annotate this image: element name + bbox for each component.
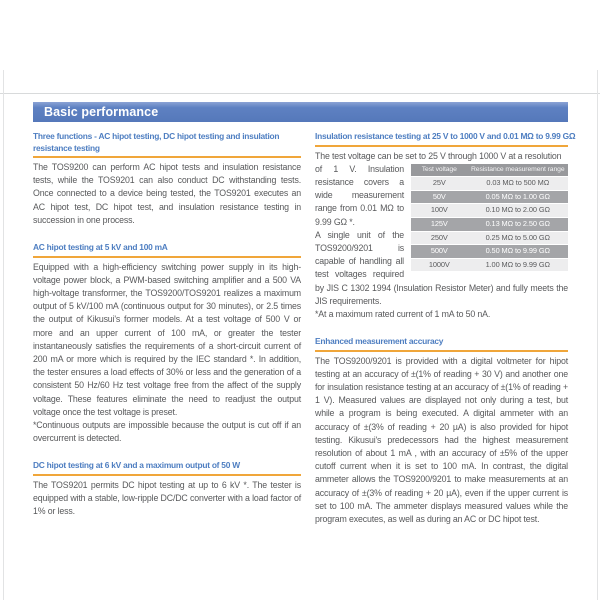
section-three-functions (33, 131, 301, 227)
table-row (411, 204, 568, 218)
column-header-test-voltage: Test voltage (411, 164, 468, 177)
footnote-paragraph: *At a maximum rated current of 1 mA to 50 nA. (315, 308, 491, 319)
table-header-row (411, 164, 568, 177)
section-insulation-resistance (315, 131, 576, 321)
section-heading: DC hipot testing at 6 kV and a maximum output of 50 W (33, 460, 301, 476)
cell-resistance-range: 0.03 MΩ to 500 MΩ (468, 177, 568, 191)
table-row (411, 245, 568, 259)
resistance-range-table (411, 164, 568, 273)
paragraph-intro-line: The test voltage can be set to 25 V through 1000 V at a resolution (315, 150, 562, 161)
table-row (411, 258, 568, 272)
cell-test-voltage: 100V (411, 204, 468, 218)
table-row (411, 231, 568, 245)
paragraph: The TOS9200/9201 is provided with a digital voltmeter for hipot testing at an accuracy of ±(1% of reading + 30 V) and another one for insulation resistance testing at an accuracy of ±(1% of reading + 1 V). Measured values are displayed not only during a test, but while a program is being executed. A digital ammeter with an accuracy of ±(3% of reading + 20 µA) is also provided for hipot testing. Kikusui's predecessors had the highest measurement resolution of about 1 mA , with an accuracy of ±5% of the upper cutoff current when it is set to 100 mA. In contrast, the digital ammeter allows the TOS9200/9201 to make measurements at an accuracy of ±(3% of reading + 20 µA), even if the upper current is set to 100 mA. The ammeter displays measured values while the program executes, as well as during an AC or DC hipot test. (315, 355, 568, 525)
section-heading: Enhanced measurement accuracy (315, 336, 568, 352)
cell-test-voltage: 50V (411, 190, 468, 204)
cell-test-voltage: 125V (411, 218, 468, 232)
column-header-resistance-range: Resistance measurement range (468, 164, 568, 177)
paragraph: The TOS9200 can perform AC hipot tests and insulation resistance tests, while the TOS9201 can also conduct DC withstanding tests. Once connected to a device being tested, the TOS9201 executes an AC hipot test, DC hipot test, and insulation resistance testing in succession in one process. (33, 162, 301, 225)
cell-test-voltage: 25V (411, 177, 468, 191)
right-column (315, 131, 576, 539)
section-banner-title: Basic performance (33, 102, 568, 122)
paragraph: The TOS9201 permits DC hipot testing at up to 6 kV *. The tester is equipped with a stable, low-ripple DC/DC converter with a load factor of 1% or less. (33, 479, 301, 517)
section-ac-hipot (33, 242, 301, 445)
cell-test-voltage: 250V (411, 231, 468, 245)
cell-resistance-range: 0.10 MΩ to 2.00 GΩ (468, 204, 568, 218)
page-edge-left-line (3, 70, 4, 600)
paragraph: Equipped with a high-efficiency switching power supply in its high-voltage power block, a PWM-based switching amplifier and a 500 VA high-voltage transformer, the TOS9200/TOS9201 realizes a maximum output of 5 kV/100 mA (continuous output for 30 minutes), or 2.5 times the output of Kikusui's former models. At a test voltage of 500 V or more and an upper current of 100 mA, or greater the tester instantaneously satisfies the requirements of a short-circuit current of 200 mA or more which is required by the IEC standard *. In addition, the tester ensures a load effects of 30% or less and the generation of a consistent 50 Hz/60 Hz test voltage free from the affect of the supply voltage. These features eliminate the need to readjust the output voltage once the test voltage is preset. (33, 261, 301, 417)
cell-resistance-range: 0.25 MΩ to 5.00 GΩ (468, 231, 568, 245)
cell-resistance-range: 0.13 MΩ to 2.50 GΩ (468, 218, 568, 232)
cell-resistance-range: 1.00 MΩ to 9.99 GΩ (468, 258, 568, 272)
cell-resistance-range: 0.05 MΩ to 1.00 GΩ (468, 190, 568, 204)
section-heading: AC hipot testing at 5 kV and 100 mA (33, 242, 301, 258)
cell-test-voltage: 1000V (411, 258, 468, 272)
section-dc-hipot (33, 460, 301, 518)
page-edge-right-line (597, 70, 598, 600)
left-column (33, 131, 301, 539)
two-column-layout (33, 131, 576, 539)
section-heading: Insulation resistance testing at 25 V to 1000 V and 0.01 MΩ to 9.99 GΩ (315, 131, 568, 147)
page-edge-top-line (0, 93, 600, 94)
cell-resistance-range: 0.50 MΩ to 9.99 GΩ (468, 245, 568, 259)
paragraph-beside-table: A single unit of the TOS9200/9201 is capable of handling all test voltages required by JIS C 1302 1994 (Insulation Resistor Meter) and fully meets the JIS requirements. (315, 229, 568, 306)
cell-test-voltage: 500V (411, 245, 468, 259)
table-row (411, 190, 568, 204)
section-heading: Three functions - AC hipot testing, DC hipot testing and insulation resistance testing (33, 131, 301, 158)
table-row (411, 218, 568, 232)
section-enhanced-accuracy (315, 336, 568, 526)
table-row (411, 177, 568, 191)
footnote-paragraph: *Continuous outputs are impossible because the output is cut off if an overcurrent is detected. (33, 419, 301, 444)
paragraph-beside-table: of 1 V. Insulation resistance covers a wide measurement range from 0.01 MΩ to 9.99 GΩ *. (315, 163, 404, 227)
